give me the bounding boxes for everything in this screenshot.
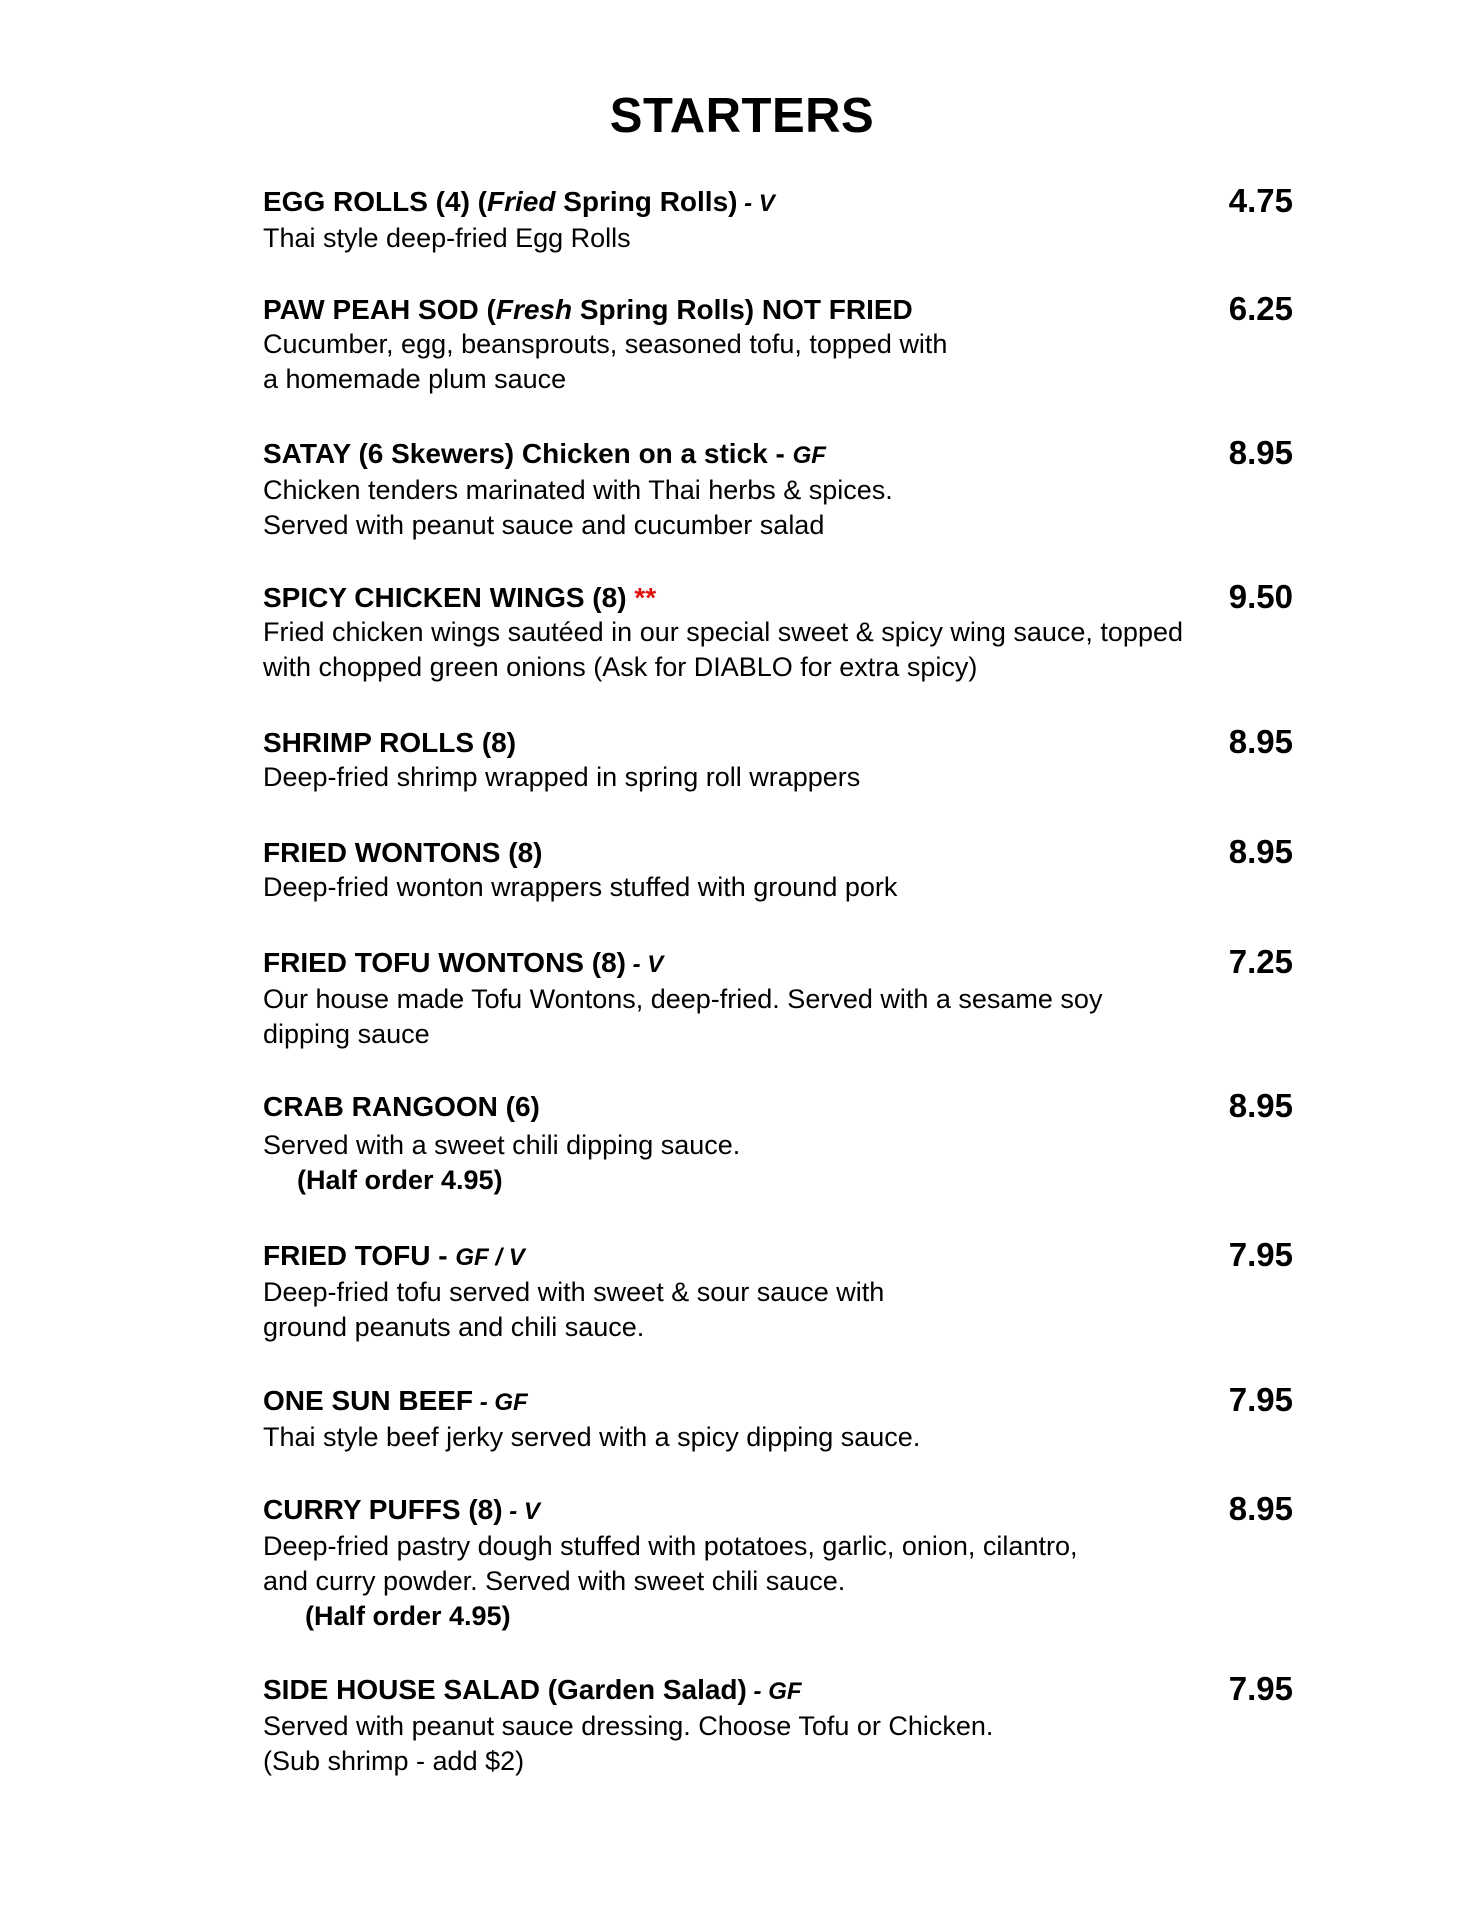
item-name: FRIED WONTONS (8) bbox=[263, 837, 543, 868]
item-name: PAW PEAH SOD (Fresh Spring Rolls) NOT FRIED bbox=[263, 294, 913, 325]
dietary-tag: - V bbox=[625, 951, 664, 978]
item-description: Served with a sweet chili dipping sauce. bbox=[263, 1130, 741, 1160]
menu-item-fried-tofu-wontons bbox=[263, 945, 1293, 1052]
item-description: Deep-fried shrimp wrapped in spring roll wrappers bbox=[263, 762, 861, 792]
menu-item-shrimp-rolls bbox=[263, 725, 1293, 795]
item-description: Thai style deep-fried Egg Rolls bbox=[263, 223, 631, 253]
item-description: Thai style beef jerky served with a spicy dipping sauce. bbox=[263, 1422, 921, 1452]
dietary-tag: - GF bbox=[746, 1678, 802, 1705]
menu-item-crab-rangoon bbox=[263, 1089, 1293, 1198]
item-price: 4.75 bbox=[1228, 182, 1293, 219]
item-description: Deep-fried pastry dough stuffed with potatoes, garlic, onion, cilantro, and curry powder. Served with sweet chili sauce. bbox=[263, 1531, 1078, 1596]
half-order-note: (Half order 4.95) bbox=[297, 1165, 503, 1195]
item-price: 9.50 bbox=[1228, 578, 1293, 615]
item-name: FRIED TOFU WONTONS (8) - V bbox=[263, 947, 664, 978]
item-name: SATAY (6 Skewers) Chicken on a stick - GF bbox=[263, 438, 826, 469]
item-price: 8.95 bbox=[1228, 434, 1293, 471]
dietary-tag: - V bbox=[737, 190, 775, 217]
dietary-tag: - GF bbox=[473, 1389, 528, 1416]
half-order-note: (Half order 4.95) bbox=[305, 1601, 511, 1631]
menu-item-fried-wontons bbox=[263, 835, 1293, 905]
item-description: Deep-fried tofu served with sweet & sour sauce with ground peanuts and chili sauce. bbox=[263, 1277, 885, 1342]
item-name: EGG ROLLS (4) (Fried Spring Rolls) - V bbox=[263, 186, 775, 217]
item-name: SHRIMP ROLLS (8) bbox=[263, 727, 517, 758]
menu-item-spicy-chicken-wings bbox=[263, 580, 1293, 685]
menu-item-egg-rolls bbox=[263, 184, 1293, 256]
dietary-tag: GF bbox=[792, 442, 826, 469]
item-price: 8.95 bbox=[1228, 723, 1293, 760]
menu-item-side-house-salad bbox=[263, 1672, 1293, 1779]
item-price: 6.25 bbox=[1228, 290, 1293, 327]
item-description: Deep-fried wonton wrappers stuffed with ground pork bbox=[263, 872, 898, 902]
item-price: 7.95 bbox=[1228, 1381, 1293, 1418]
item-price: 8.95 bbox=[1228, 1490, 1293, 1527]
dietary-tag: - V bbox=[502, 1498, 540, 1525]
item-price: 7.95 bbox=[1228, 1236, 1293, 1273]
item-price: 7.25 bbox=[1228, 943, 1293, 980]
item-name: ONE SUN BEEF - GF bbox=[263, 1385, 528, 1416]
dietary-tag: GF / V bbox=[455, 1244, 525, 1271]
item-name: SIDE HOUSE SALAD (Garden Salad) - GF bbox=[263, 1674, 802, 1705]
item-description: Cucumber, egg, beansprouts, seasoned tofu, topped with a homemade plum sauce bbox=[263, 329, 948, 394]
item-name: CRAB RANGOON (6) bbox=[263, 1091, 540, 1122]
item-price: 8.95 bbox=[1228, 833, 1293, 870]
item-name: CURRY PUFFS (8) - V bbox=[263, 1494, 540, 1525]
item-name: SPICY CHICKEN WINGS (8) ** bbox=[263, 582, 657, 613]
menu-section-title: STARTERS bbox=[609, 89, 875, 143]
menu-item-curry-puffs bbox=[263, 1492, 1293, 1634]
item-description: Fried chicken wings sautéed in our special sweet & spicy wing sauce, topped with chopped green onions (Ask for DIABLO for extra spicy) bbox=[263, 617, 1183, 682]
menu-item-one-sun-beef bbox=[263, 1383, 1293, 1455]
menu-item-paw-peah-sod bbox=[263, 292, 1293, 397]
item-description: Served with peanut sauce dressing. Choose Tofu or Chicken. (Sub shrimp - add $2) bbox=[263, 1711, 994, 1776]
item-description: Chicken tenders marinated with Thai herbs & spices. Served with peanut sauce and cucumber salad bbox=[263, 475, 893, 540]
menu-item-satay bbox=[263, 436, 1293, 543]
item-name: FRIED TOFU - GF / V bbox=[263, 1240, 525, 1271]
item-price: 7.95 bbox=[1228, 1670, 1293, 1707]
item-price: 8.95 bbox=[1228, 1087, 1293, 1124]
spicy-marker: ** bbox=[634, 582, 657, 613]
item-description: Our house made Tofu Wontons, deep-fried. Served with a sesame soy dipping sauce bbox=[263, 984, 1103, 1049]
menu-item-fried-tofu bbox=[263, 1238, 1293, 1345]
